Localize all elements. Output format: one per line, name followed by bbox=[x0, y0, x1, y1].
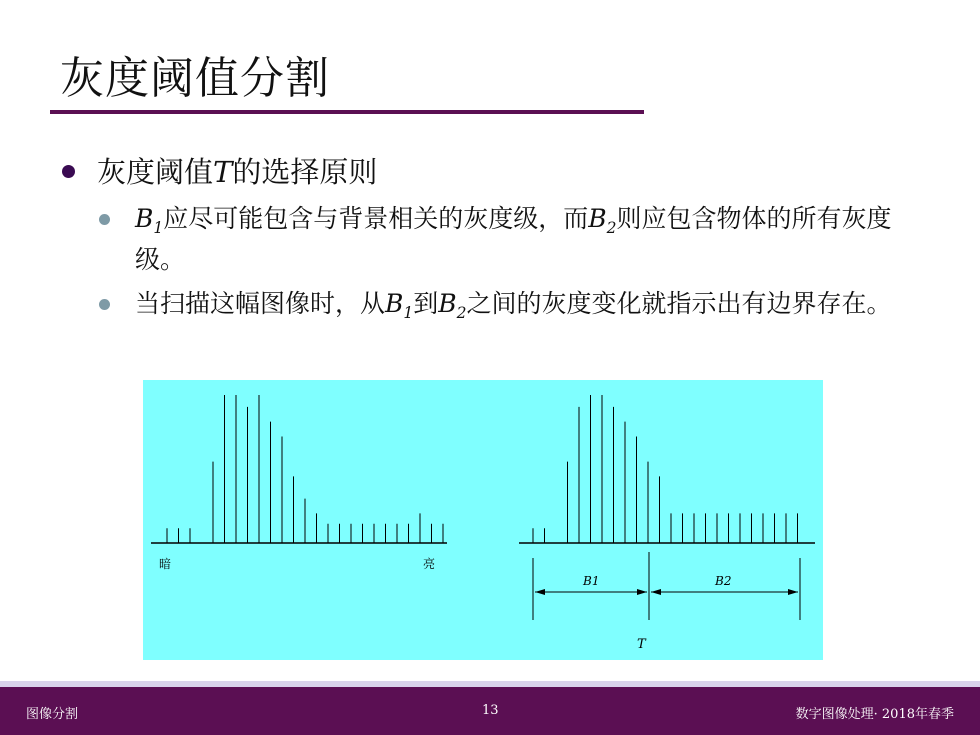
b1-arrow-right bbox=[637, 589, 647, 595]
bullet-dot bbox=[62, 165, 75, 178]
sub-bullet-dot bbox=[99, 299, 110, 310]
t-figure-label: T bbox=[637, 637, 646, 652]
var-b1: $B_1$ bbox=[385, 289, 414, 322]
sub1-part2: 则应包含物体的所有灰度级。 bbox=[135, 204, 892, 274]
histogram-right bbox=[533, 395, 798, 543]
var-b2: $B_2$ bbox=[438, 289, 467, 322]
var-b2: $B_2$ bbox=[588, 204, 617, 237]
b2-arrow-left bbox=[651, 589, 661, 595]
sub1-part1: 应尽可能包含与背景相关的灰度级，而 bbox=[163, 204, 589, 233]
sub-bullet-1 bbox=[135, 203, 935, 276]
sub2-part1: 当扫描这幅图像时，从 bbox=[135, 289, 386, 318]
threshold-var-t: T bbox=[213, 155, 233, 189]
histogram-left bbox=[167, 395, 443, 543]
b1-figure-label: B1 bbox=[583, 574, 600, 588]
b2-figure-label: B2 bbox=[715, 574, 732, 588]
var-b1: $B_1$ bbox=[135, 204, 164, 237]
footer bbox=[0, 687, 980, 735]
slide-title: 灰度阈值分割 bbox=[60, 53, 330, 104]
sub-bullet-2 bbox=[135, 288, 935, 329]
b1-arrow-left bbox=[535, 589, 545, 595]
sub2-part3: 之间的灰度变化就指示出有边界存在。 bbox=[466, 289, 892, 318]
histogram-figure bbox=[143, 380, 823, 660]
footer-section: 图像分割 bbox=[26, 707, 79, 722]
b2-arrow-right bbox=[788, 589, 798, 595]
main-bullet bbox=[62, 150, 377, 191]
histogram-svg bbox=[143, 380, 823, 660]
footer-course: 数字图像处理· 2018年春季 bbox=[795, 707, 954, 722]
bright-label: 亮 bbox=[423, 557, 436, 571]
dark-label: 暗 bbox=[159, 557, 172, 571]
page-number: 13 bbox=[482, 703, 499, 718]
sub-bullet-dot bbox=[99, 214, 110, 225]
sub2-part2: 到 bbox=[413, 289, 439, 318]
main-bullet-prefix: 灰度阈值 bbox=[97, 155, 214, 189]
main-bullet-suffix: 的选择原则 bbox=[232, 155, 378, 189]
title-underline bbox=[50, 110, 644, 114]
